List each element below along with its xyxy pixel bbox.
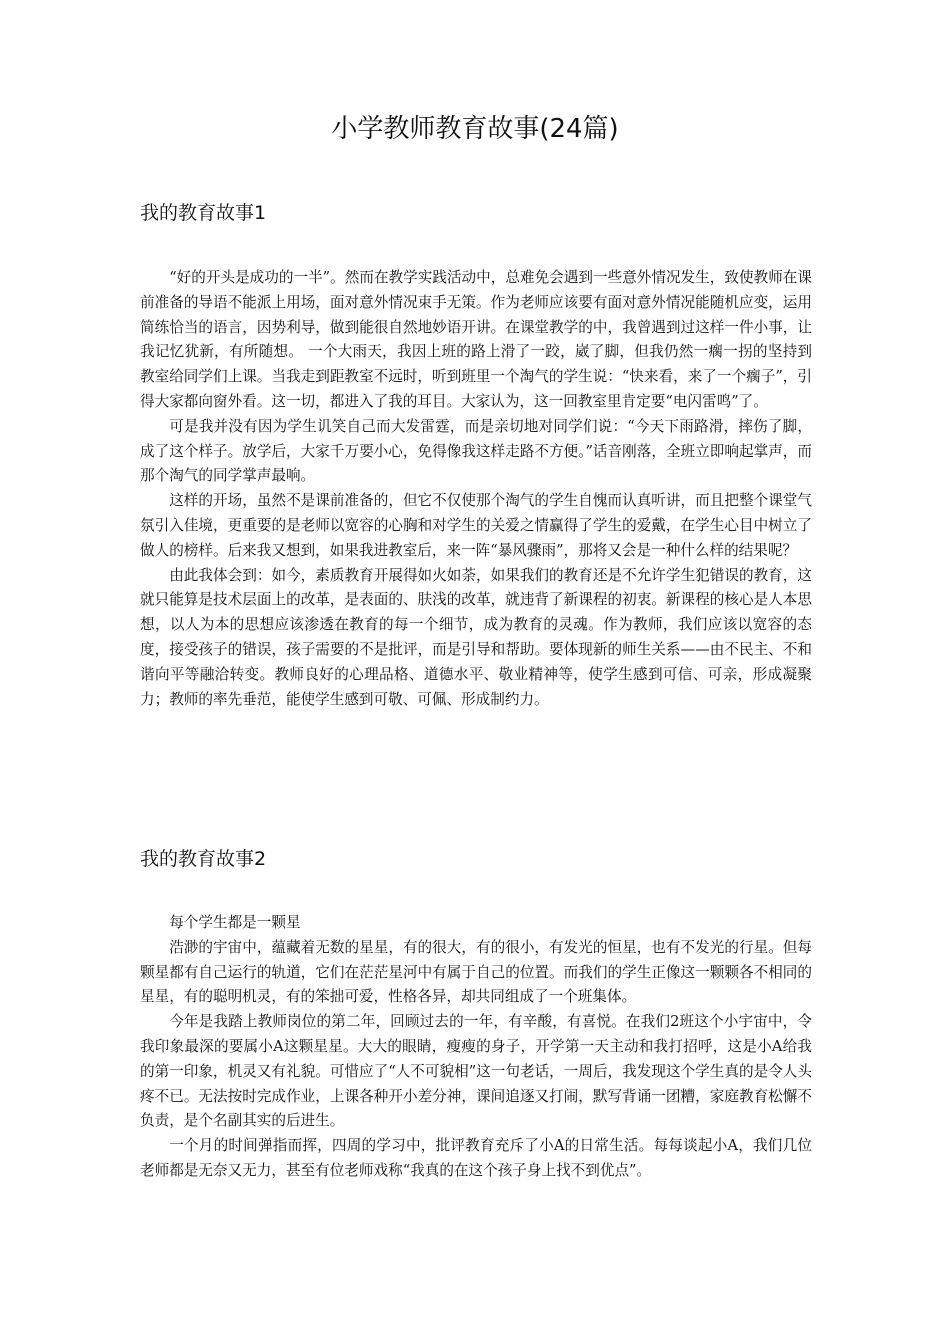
- section-heading-2: 我的教育故事2: [140, 848, 267, 870]
- paragraph: 这样的开场，虽然不是课前准备的，但它不仅使那个淘气的学生自愧而认真听讲，而且把整个课堂气氛引入佳境，更重要的是老师以宽容的心胸和对学生的关爱之情赢得了学生的爱戴，在学生心目中树立了做人的榜样。后来我又想到，如果我进教室后，来一阵“暴风骤雨”，那将又会是一种什么样的结果呢？: [140, 492, 812, 559]
- paragraph: “好的开头是成功的一半”。然而在教学实践活动中，总难免会遇到一些意外情况发生，致使教师在课前准备的导语不能派上用场，面对意外情况束手无策。作为老师应该要有面对意外情况能随机应变，运用简练恰当的语言，因势利导，做到能很自然地妙语开讲。在课堂教学的中，我曾遇到过这样一件小事，让我记忆犹新，有所随想。 一个大雨天，我因上班的路上滑了一跤，崴了脚，但我仍然一瘸一拐的坚持到教室给同学们上课。当我走到距教室不远时，听到班里一个淘气的学生说：“快来看，来了一个瘸子”，引得大家都向窗外看。这一切，都进入了我的耳目。大家认为，这一回教室里肯定要“电闪雷鸣”了。: [140, 269, 812, 410]
- paragraph: 可是我并没有因为学生讥笑自己而大发雷霆，而是亲切地对同学们说：“今天下雨路滑，摔伤了脚，成了这个样子。放学后，大家千万要小心，免得像我这样走路不方便。”话音刚落，全班立即响起掌声，而那个淘气的同学掌声最响。: [140, 417, 812, 485]
- section-heading-1: 我的教育故事1: [140, 202, 267, 224]
- document-title: 小学教师教育故事(24篇): [331, 114, 619, 144]
- paragraph: 今年是我踏上教师岗位的第二年，回顾过去的一年，有辛酸，有喜悦。在我们2班这个小宇宙中，令我印象最深的要属小A这颗星星。大大的眼睛，瘦瘦的身子，开学第一天主动和我打招呼，这是小A给我的第一印象，机灵又有礼貌。可惜应了“人不可貌相”这一句老话，一周后，我发现这个学生真的是令人头疼不已。无法按时完成作业，上课各种开小差分神，课间追逐又打闹，默写背诵一团糟，家庭教育松懈不负责，是个名副其实的后进生。: [140, 1013, 812, 1130]
- paragraph: 由此我体会到：如今，素质教育开展得如火如荼，如果我们的教育还是不允许学生犯错误的教育，这就只能算是技术层面上的改革，是表面的、肤浅的改革，就违背了新课程的初衷。新课程的核心是人本思想，以人为本的思想应该渗透在教育的每一个细节，成为教育的灵魂。作为教师，我们应该以宽容的态度，接受孩子的错误，孩子需要的不是批评，而是引导和帮助。要体现新的师生关系——由不民主、不和谐向平等融洽转变。教师良好的心理品格、道德水平、敬业精神等，使学生感到可信、可亲，形成凝聚力；教师的率先垂范，能使学生感到可敬、可佩、形成制约力。: [140, 566, 812, 708]
- section-body-2: [140, 911, 812, 1184]
- section-body-1: [140, 266, 812, 712]
- paragraph: 每个学生都是一颗星: [169, 914, 301, 931]
- paragraph: 浩渺的宇宙中，蕴藏着无数的星星，有的很大，有的很小，有发光的恒星，也有不发光的行星。但每颗星都有自己运行的轨道，它们在茫茫星河中有属于自己的位置。而我们的学生正像这一颗颗各不相同的星星，有的聪明机灵，有的笨拙可爱，性格各异，却共同组成了一个班集体。: [140, 938, 812, 1006]
- paragraph: 一个月的时间弹指而挥，四周的学习中，批评教育充斥了小A的日常生活。每每谈起小A，我们几位老师都是无奈又无力，甚至有位老师戏称“我真的在这个孩子身上找不到优点”。: [140, 1137, 812, 1179]
